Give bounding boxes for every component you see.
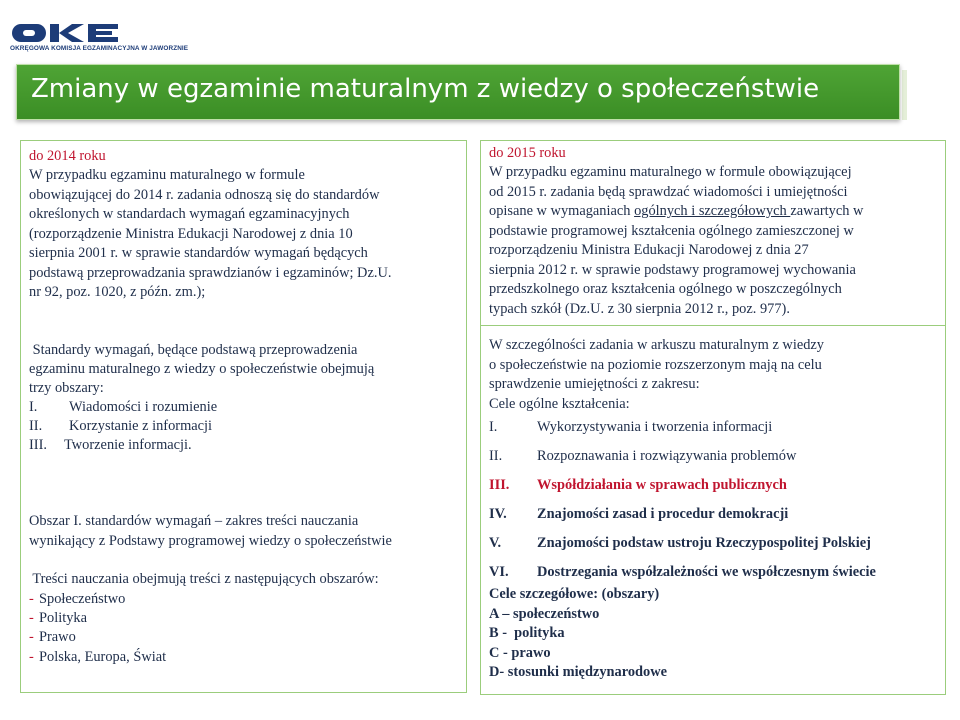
- content-item-text: Polska, Europa, Świat: [39, 649, 167, 665]
- skills-intro-line: sprawdzenie umiejętności z zakresu:: [489, 376, 700, 392]
- content-item-text: Prawo: [39, 629, 76, 645]
- title-bar: [16, 64, 900, 120]
- goal-number: II.: [489, 448, 503, 464]
- skills-intro-line: Cele ogólne kształcenia:: [489, 395, 630, 412]
- goal-text: Wykorzystywania i tworzenia informacji: [537, 419, 773, 435]
- title-bar-edge: [902, 70, 907, 120]
- area-item: [29, 417, 212, 436]
- right-intro-line: podstawie programowej kształcenia ogólnego zamieszczonej w: [489, 222, 854, 239]
- goal-item: [489, 563, 876, 582]
- right-intro-line: rozporządzeniu Ministra Edukacji Narodowej z dnia 27: [489, 242, 809, 258]
- detail-goals-line: A – społeczeństwo: [489, 605, 600, 622]
- goal-text: Znajomości podstaw ustroju Rzeczypospolitej Polskiej: [537, 535, 871, 551]
- dash-bullet: -: [29, 591, 34, 607]
- standards-intro-line: Standardy wymagań, będące podstawą przeprowadzenia: [29, 342, 358, 358]
- goal-item: [489, 447, 796, 466]
- dash-bullet: -: [29, 649, 34, 665]
- content-item-text: Polityka: [39, 610, 87, 626]
- obszar-line: Obszar I. standardów wymagań – zakres treści nauczania: [29, 513, 359, 529]
- right-panel-divider: [480, 325, 946, 326]
- goal-number: V.: [489, 535, 502, 551]
- content-item: [29, 628, 76, 647]
- goal-text: Znajomości zasad i procedur demokracji: [537, 506, 789, 522]
- underlined-requirements: ogólnych i szczegółowych: [634, 203, 791, 219]
- detail-goals-line: B - polityka: [489, 625, 565, 641]
- intro-text: zawartych w: [790, 203, 864, 219]
- goal-number: IV.: [489, 506, 507, 522]
- left-heading: do 2014 roku: [29, 148, 106, 164]
- skills-intro-line: o społeczeństwie na poziomie rozszerzonym mają na celu: [489, 356, 822, 373]
- goal-text: Dostrzegania współzależności we współczesnym świecie: [537, 564, 876, 580]
- obszar-line: wynikający z Podstawy programowej wiedzy o społeczeństwie: [29, 533, 392, 549]
- content-item-text: Społeczeństwo: [39, 591, 126, 607]
- content-intro: Treści nauczania obejmują treści z następujących obszarów:: [29, 571, 379, 587]
- right-intro-line: przedszkolnego oraz kształcenia ogólnego w poszczególnych: [489, 281, 842, 297]
- area-text: Wiadomości i rozumienie: [69, 399, 218, 415]
- detail-goals-line: D- stosunki międzynarodowe: [489, 664, 668, 680]
- content-item: [29, 609, 87, 628]
- left-intro-line: W przypadku egzaminu maturalnego w formule: [29, 167, 305, 183]
- detail-goals-line: C - prawo: [489, 644, 551, 661]
- area-number: II.: [29, 418, 43, 434]
- goal-number: I.: [489, 419, 498, 435]
- detail-goals-line: Cele szczegółowe: (obszary): [489, 586, 660, 602]
- dash-bullet: -: [29, 629, 34, 645]
- content-item: [29, 590, 125, 609]
- left-intro-line: (rozporządzenie Ministra Edukacji Narodowej z dnia 10: [29, 225, 353, 242]
- area-text: Korzystanie z informacji: [69, 418, 213, 434]
- area-number: III.: [29, 437, 47, 453]
- right-intro-line: typach szkół (Dz.U. z 30 sierpnia 2012 r., poz. 977).: [489, 300, 790, 317]
- left-intro-line: podstawą przeprowadzania sprawdzianów i egzaminów; Dz.U.: [29, 264, 392, 281]
- right-intro-line: W przypadku egzaminu maturalnego w formule obowiązującej: [489, 164, 852, 180]
- area-item: [29, 398, 217, 417]
- goal-item: [489, 418, 772, 437]
- goal-item-highlighted: [489, 476, 787, 495]
- standards-intro-line: egzaminu maturalnego z wiedzy o społeczeństwie obejmują: [29, 361, 375, 377]
- right-intro-line: sierpnia 2012 r. w sprawie podstawy programowej wychowania: [489, 261, 856, 278]
- left-intro-line: określonych w standardach wymagań egzaminacyjnych: [29, 206, 350, 222]
- goal-number: III.: [489, 477, 510, 493]
- goal-item: [489, 534, 871, 553]
- intro-text: opisane w wymaganiach: [489, 203, 635, 219]
- dash-bullet: -: [29, 610, 34, 626]
- area-number: I.: [29, 399, 38, 415]
- left-intro-line: sierpnia 2001 r. w sprawie standardów wymagań będących: [29, 245, 368, 261]
- left-intro-line: nr 92, poz. 1020, z późn. zm.);: [29, 284, 206, 300]
- goal-text: Współdziałania w sprawach publicznych: [537, 477, 787, 493]
- right-intro-line: [489, 202, 863, 221]
- goal-text: Rozpoznawania i rozwiązywania problemów: [537, 448, 797, 464]
- area-item: [29, 436, 192, 455]
- goal-item: [489, 505, 788, 524]
- slide-title: Zmiany w egzaminie maturalnym z wiedzy o społeczeństwie: [31, 74, 820, 104]
- area-text: Tworzenie informacji.: [64, 437, 192, 453]
- skills-intro-line: W szczególności zadania w arkuszu maturalnym z wiedzy: [489, 337, 824, 353]
- right-heading: do 2015 roku: [489, 145, 566, 161]
- standards-intro-line: trzy obszary:: [29, 380, 104, 396]
- content-item: [29, 648, 166, 667]
- left-intro-line: obowiązującej do 2014 r. zadania odnoszą się do standardów: [29, 186, 380, 203]
- goal-number: VI.: [489, 564, 509, 580]
- logo-tagline: OKRĘGOWA KOMISJA EGZAMINACYJNA W JAWORZNIE: [10, 45, 189, 52]
- right-intro-line: od 2015 r. zadania będą sprawdzać wiadomości i umiejętności: [489, 183, 848, 200]
